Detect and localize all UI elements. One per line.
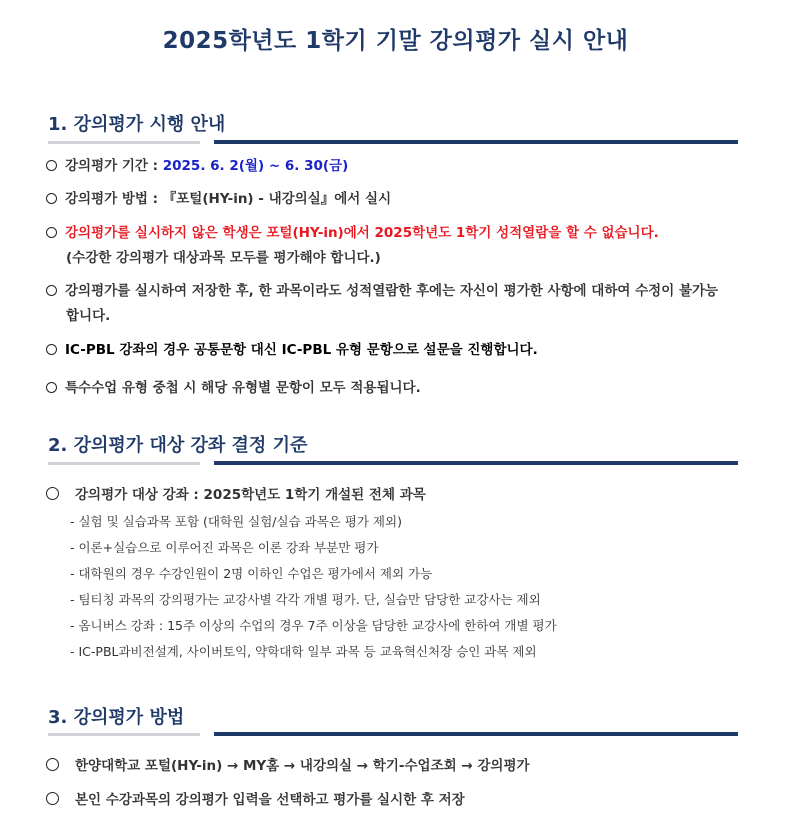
portal-path xyxy=(46,754,746,779)
special-class-notice xyxy=(46,376,746,401)
method-text: 강의평가 방법 : 『포털(HY-in) - 내강의실』에서 실시 xyxy=(65,191,392,207)
page-title: 2025학년도 1학기 기말 강의평가 실시 안내 xyxy=(162,28,629,54)
criteria-item: - 이론+실습으로 이루어진 과목은 이론 강좌 부분만 평가 xyxy=(70,540,379,555)
evaluation-method xyxy=(46,187,746,212)
criteria-item: - 팀티칭 과목의 강의평가는 교강사별 각각 개별 평가. 단, 실습만 담당한 교강사는 제외 xyxy=(70,592,541,607)
section2-divider xyxy=(48,461,738,465)
criteria-item: - 대학원의 경우 수강인원이 2명 이하인 수업은 평가에서 제외 가능 xyxy=(70,566,433,581)
portal-path-text: 한양대학교 포털(HY-in) → MY홈 → 내강의실 → 학기-수업조회 → 강의평가 xyxy=(75,758,530,774)
icpbl-notice xyxy=(46,338,746,363)
section2-heading: 2. 강의평가 대상 강좌 결정 기준 xyxy=(48,435,308,456)
circle-bullet-icon xyxy=(46,792,59,805)
criteria-item: - 옴니버스 강좌 : 15주 이상의 수업의 경우 7주 이상을 담당한 교강사에 한하여 개별 평가 xyxy=(70,618,557,633)
circle-bullet-icon xyxy=(46,382,57,393)
select-and-save xyxy=(46,788,746,813)
circle-bullet-icon xyxy=(46,487,59,500)
circle-bullet-icon xyxy=(46,758,59,771)
criteria-item: - 실험 및 실습과목 포함 (대학원 실험/실습 과목은 평가 제외) xyxy=(70,514,402,529)
period-value: 2025. 6. 2(월) ~ 6. 30(금) xyxy=(162,158,349,174)
period-label: 강의평가 기간 : xyxy=(65,158,163,174)
select-and-save-text: 본인 수강과목의 강의평가 입력을 선택하고 평가를 실시한 후 저장 xyxy=(75,792,465,808)
circle-bullet-icon xyxy=(46,344,57,355)
target-courses-text: 강의평가 대상 강좌 : 2025학년도 1학기 개설된 전체 과목 xyxy=(75,487,426,503)
section1-heading: 1. 강의평가 시행 안내 xyxy=(48,114,226,135)
icpbl-text: IC-PBL 강좌의 경우 공통문항 대신 IC-PBL 유형 문항으로 설문을 진행합니다. xyxy=(65,342,538,358)
criteria-list xyxy=(70,512,750,668)
section3-divider xyxy=(48,732,738,736)
target-courses xyxy=(46,483,746,508)
circle-bullet-icon xyxy=(46,160,57,171)
warning-notice xyxy=(46,221,746,271)
warning-text: 강의평가를 실시하지 않은 학생은 포털(HY-in)에서 2025학년도 1학기 성적열람을 할 수 없습니다. xyxy=(65,225,659,241)
circle-bullet-icon xyxy=(46,193,57,204)
section1-divider xyxy=(48,140,738,144)
warning-note: (수강한 강의평가 대상과목 모두를 평가해야 합니다.) xyxy=(66,250,381,266)
no-edit-text-cont: 합니다. xyxy=(66,308,111,324)
circle-bullet-icon xyxy=(46,285,57,296)
no-edit-notice xyxy=(46,279,746,329)
criteria-item: - IC-PBL과비전설계, 사이버토익, 약학대학 일부 과목 등 교육혁신처장 승인 과목 제외 xyxy=(70,644,537,659)
special-class-text: 특수수업 유형 중첩 시 해당 유형별 문항이 모두 적용됩니다. xyxy=(65,380,421,396)
section3-heading: 3. 강의평가 방법 xyxy=(48,707,185,728)
evaluation-period xyxy=(46,154,746,179)
no-edit-text: 강의평가를 실시하여 저장한 후, 한 과목이라도 성적열람한 후에는 자신이 평가한 사항에 대하여 수정이 불가능 xyxy=(65,283,719,299)
circle-bullet-icon xyxy=(46,227,57,238)
